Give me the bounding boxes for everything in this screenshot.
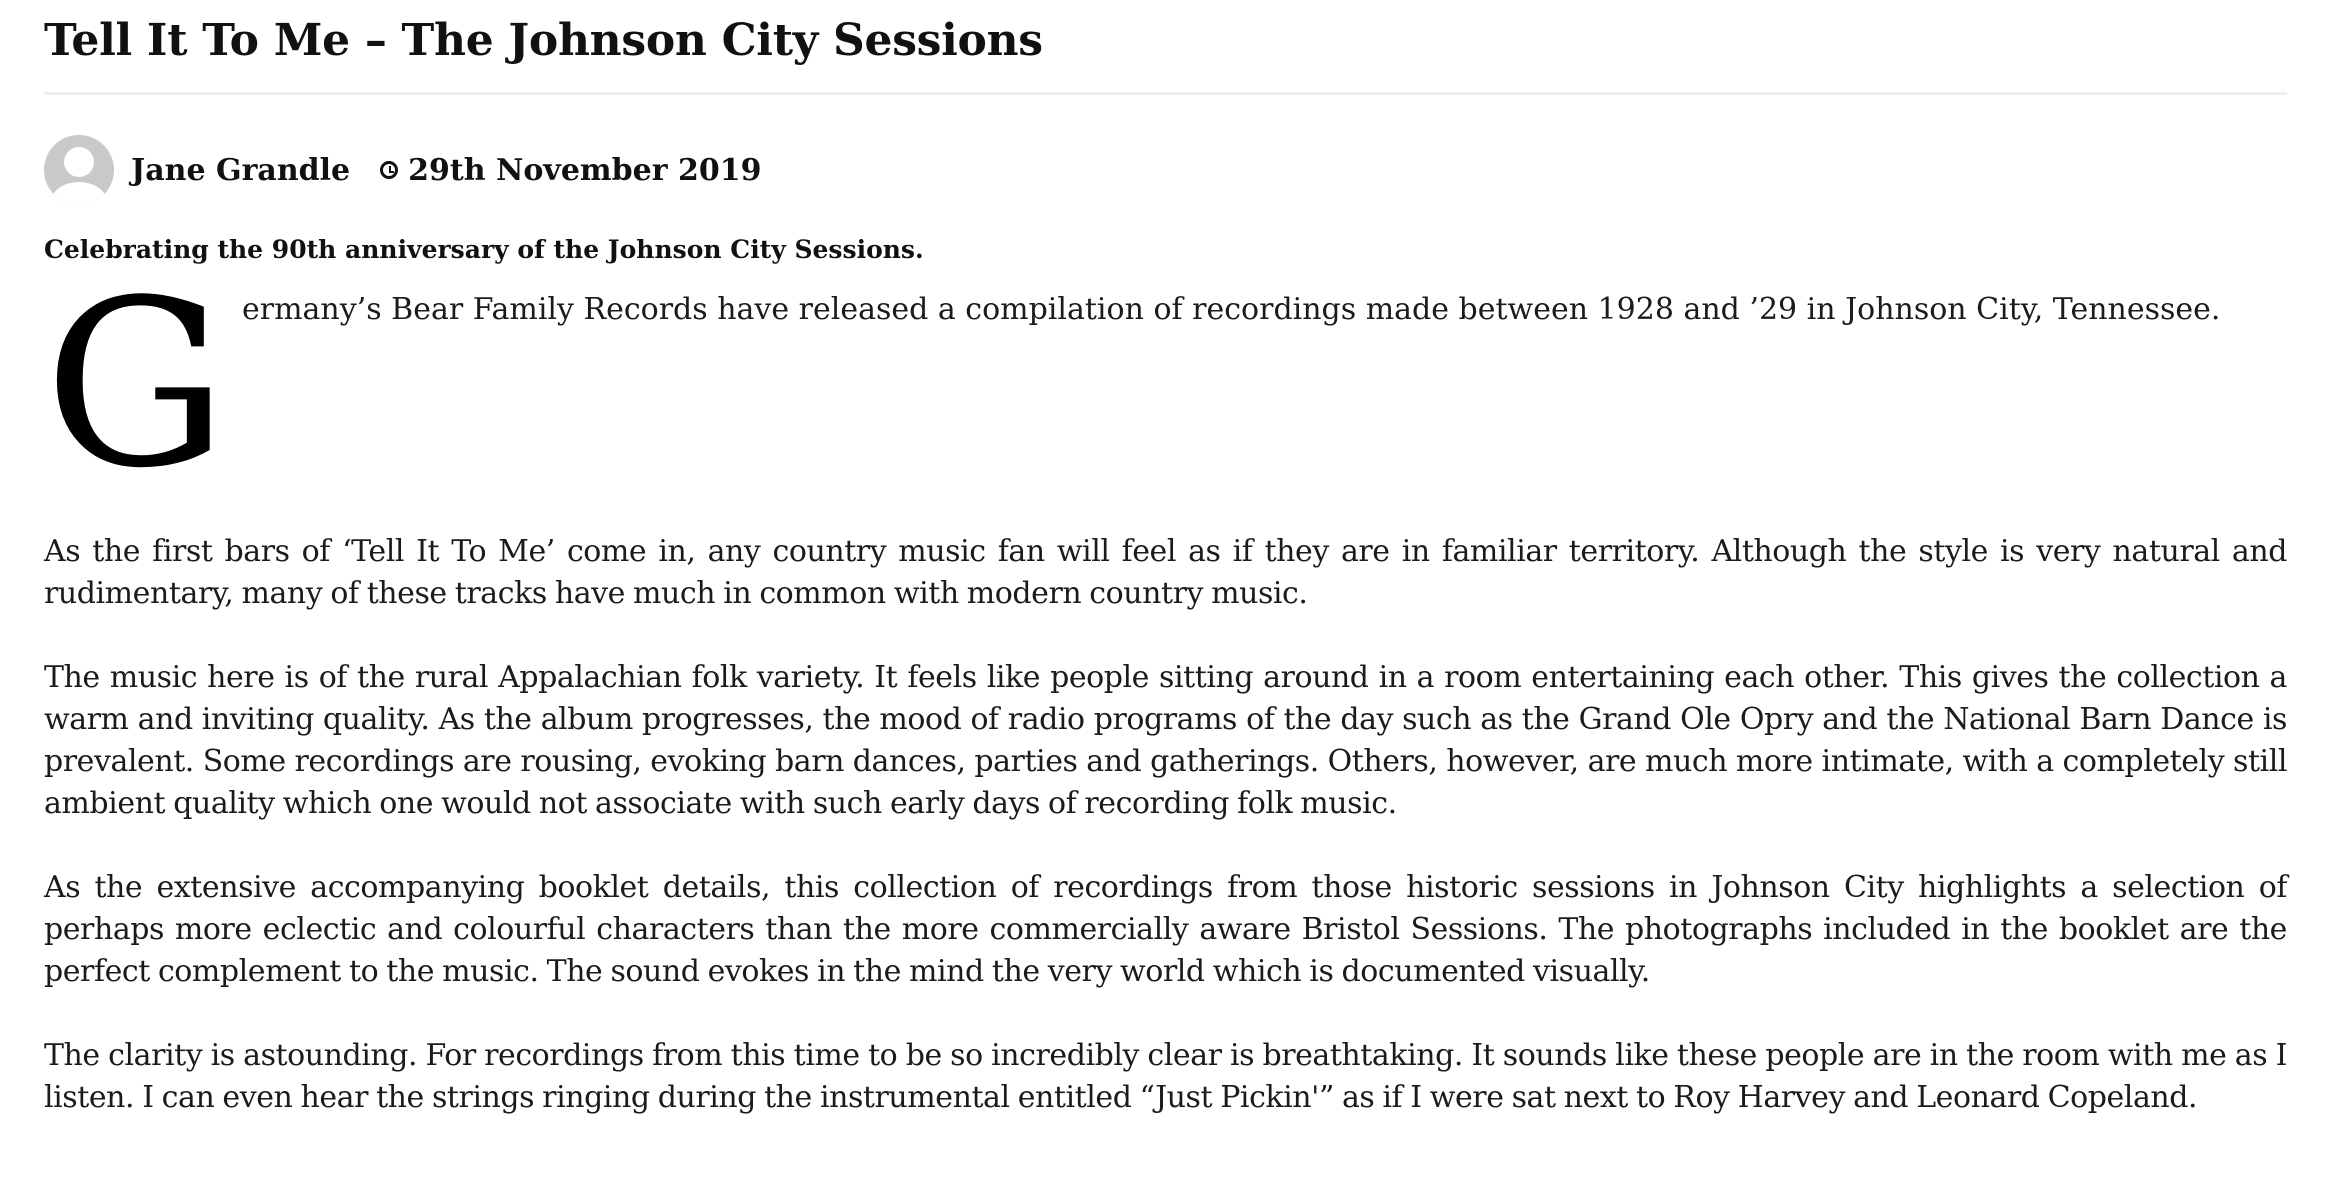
article-meta bbox=[44, 134, 2287, 206]
publish-date-text: 29th November 2019 bbox=[408, 152, 762, 188]
body-paragraph-3: As the extensive accompanying booklet details, this collection of recordings from those historic sessions in Johnson City highlights a selection of perhaps more eclectic and colourful characters than the more commercially aware Bristol Sessions. The photographs included in the booklet are the perfect complement to the music. The sound evokes in the mind the very world which is documented visually. bbox=[44, 870, 2287, 989]
body-paragraph-2: The music here is of the rural Appalachian folk variety. It feels like people sitting around in a room entertaining each other. This gives the collection a warm and inviting quality. As the album progresses, the mood of radio programs of the day such as the Grand Ole Opry and the National Barn Dance is prevalent. Some recordings are rousing, evoking barn dances, parties and gatherings. Others, however, are much more intimate, with a completely still ambient quality which one would not associate with such early days of recording folk music. bbox=[44, 660, 2287, 821]
article-title: Tell It To Me – The Johnson City Sessions bbox=[44, 15, 1043, 66]
avatar-shoulders-shape bbox=[51, 182, 107, 205]
author-name-link[interactable]: Jane Grandle bbox=[131, 152, 351, 188]
lead-paragraph-text: ermany’s Bear Family Records have released a compilation of recordings made between 1928 and ’29 in Johnson City, Tennessee. bbox=[242, 292, 2221, 327]
body-paragraph-1: As the first bars of ‘Tell It To Me’ come in, any country music fan will feel as if they are in familiar territory. Although the style is very natural and rudimentary, many of these tracks have much in common with modern country music. bbox=[44, 534, 2287, 611]
body-paragraph-4: The clarity is astounding. For recordings from this time to be so incredibly clear is breathtaking. It sounds like these people are in the room with me as I listen. I can even hear the strings ringing during the instrumental entitled “Just Pickin'” as if I were sat next to Roy Harvey and Leonard Copeland. bbox=[44, 1038, 2287, 1115]
publish-date bbox=[380, 153, 761, 188]
article bbox=[44, 0, 2287, 1119]
drop-cap-letter: G bbox=[44, 252, 228, 519]
author-avatar[interactable] bbox=[44, 135, 114, 205]
lead-paragraph bbox=[44, 252, 2287, 531]
article-subtitle: Celebrating the 90th anniversary of the Johnson City Sessions. bbox=[44, 235, 924, 264]
avatar-head-shape bbox=[64, 147, 94, 177]
title-divider bbox=[44, 92, 2287, 95]
clock-icon bbox=[380, 161, 398, 179]
